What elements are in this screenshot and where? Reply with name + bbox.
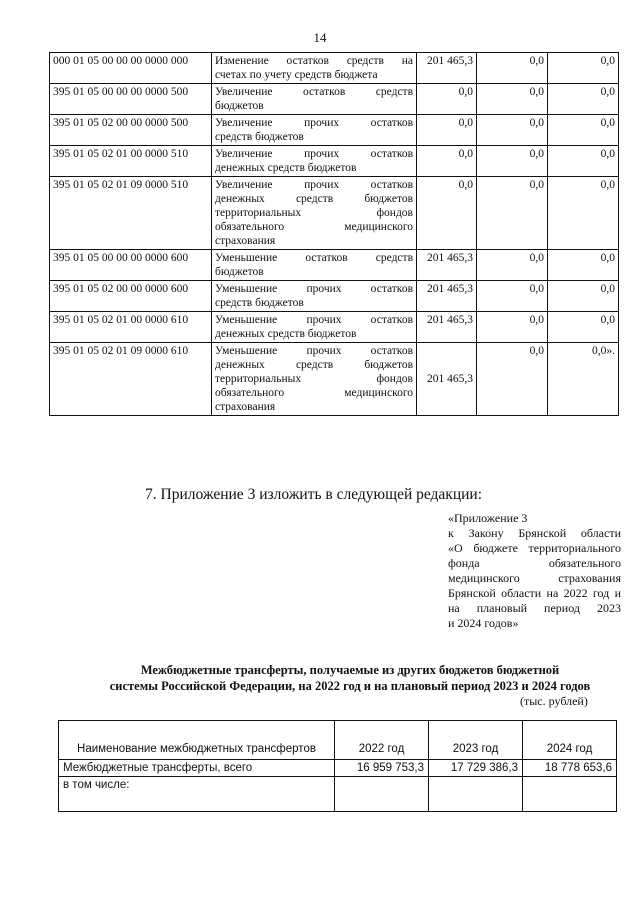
- table-row: [50, 146, 619, 177]
- value-2023: 17 729 386,3: [429, 760, 523, 777]
- appendix-block: [448, 511, 621, 631]
- table-row: [50, 250, 619, 281]
- appendix-line: «Приложение 3: [448, 511, 528, 525]
- header-2022: 2022 год: [335, 721, 429, 760]
- table-row: [50, 281, 619, 312]
- value-2022: 0,0: [417, 115, 477, 146]
- name-line: Уменьшение остатков средств: [215, 252, 413, 264]
- name-line: денежных средств бюджетов: [215, 328, 357, 340]
- name-line: Увеличение прочих остатков: [215, 179, 413, 191]
- name-line: территориальных фондов: [215, 373, 413, 385]
- row-name: [212, 312, 417, 343]
- row-name: [212, 53, 417, 84]
- name-line: обязательного медицинского: [215, 221, 413, 233]
- appendix-line: Брянской области на 2022 год и: [448, 586, 621, 600]
- row-name: [212, 115, 417, 146]
- name-line: Увеличение прочих остатков: [215, 148, 413, 160]
- row-name: [212, 146, 417, 177]
- header-2023: 2023 год: [429, 721, 523, 760]
- value-2024: 0,0: [548, 250, 619, 281]
- value-2022: 201 465,3: [417, 250, 477, 281]
- table-row: [50, 84, 619, 115]
- budget-code: 395 01 05 00 00 00 0000 500: [50, 84, 212, 115]
- appendix-line: медицинского страхования: [448, 571, 621, 585]
- transfers-title: [80, 662, 620, 694]
- value-2024: 0,0: [548, 281, 619, 312]
- name-line: Увеличение остатков средств: [215, 86, 413, 98]
- value-2023: 0,0: [477, 343, 548, 416]
- appendix-line: на плановый период 2023: [448, 601, 621, 615]
- name-line: денежных средств бюджетов: [215, 162, 357, 174]
- header-2024: 2024 год: [523, 721, 617, 760]
- value-2023: 0,0: [477, 115, 548, 146]
- name-line: Увеличение прочих остатков: [215, 117, 413, 129]
- value-2024: 18 778 653,6: [523, 760, 617, 777]
- value-2023: 0,0: [477, 84, 548, 115]
- row-name: [212, 84, 417, 115]
- name-line: бюджетов: [215, 266, 264, 278]
- table-header-row: [59, 721, 617, 760]
- table-row: [50, 53, 619, 84]
- value-2024: 0,0: [548, 312, 619, 343]
- row-name: [212, 177, 417, 250]
- page-number: 14: [313, 30, 327, 45]
- header-name: Наименование межбюджетных трансфертов: [59, 721, 335, 760]
- table-row: [50, 312, 619, 343]
- value-2024: 0,0».: [548, 343, 619, 416]
- budget-code: 395 01 05 00 00 00 0000 600: [50, 250, 212, 281]
- row-name: [212, 343, 417, 416]
- appendix-line: к Закону Брянской области: [448, 526, 621, 540]
- row-name: [212, 281, 417, 312]
- value-2023: 0,0: [477, 177, 548, 250]
- name-line: страхования: [215, 401, 276, 413]
- appendix-line: и 2024 годов»: [448, 616, 519, 630]
- value-2022: 201 465,3: [417, 312, 477, 343]
- value-2023: 0,0: [477, 250, 548, 281]
- value-2022: 0,0: [417, 177, 477, 250]
- title-line-2: системы Российской Федерации, на 2022 год и на плановый период 2023 и 2024 годов: [109, 679, 591, 693]
- row-label: Межбюджетные трансферты, всего: [59, 760, 335, 777]
- budget-code: 395 01 05 02 01 09 0000 610: [50, 343, 212, 416]
- value-2022: 201 465,3: [417, 53, 477, 84]
- name-line: Уменьшение прочих остатков: [215, 345, 413, 357]
- value-2024: [523, 777, 617, 812]
- name-line: средств бюджетов: [215, 297, 304, 309]
- value-2022: 16 959 753,3: [335, 760, 429, 777]
- row-name: [212, 250, 417, 281]
- appendix-line: «О бюджете территориального: [448, 541, 621, 555]
- value-2023: 0,0: [477, 312, 548, 343]
- name-line: Изменение остатков средств на: [215, 55, 413, 67]
- value-2023: 0,0: [477, 146, 548, 177]
- budget-code: 395 01 05 02 00 00 0000 500: [50, 115, 212, 146]
- value-2024: 0,0: [548, 177, 619, 250]
- table-row: [59, 777, 617, 812]
- table-row: [59, 760, 617, 777]
- budget-code: 395 01 05 02 01 00 0000 610: [50, 312, 212, 343]
- value-2022: 201 465,3: [417, 343, 477, 416]
- sources-table: [49, 52, 619, 416]
- table-row: [50, 115, 619, 146]
- value-2024: 0,0: [548, 53, 619, 84]
- name-line: счетах по учету средств бюджета: [215, 69, 378, 81]
- name-line: страхования: [215, 235, 276, 247]
- value-2022: [335, 777, 429, 812]
- value-2022: 0,0: [417, 146, 477, 177]
- section-heading: 7. Приложение 3 изложить в следующей редакции:: [145, 486, 483, 503]
- value-2022: 201 465,3: [417, 281, 477, 312]
- name-line: денежных средств бюджетов: [215, 359, 413, 371]
- title-line-1: Межбюджетные трансферты, получаемые из других бюджетов бюджетной: [140, 663, 560, 677]
- value-2024: 0,0: [548, 146, 619, 177]
- value-2023: 0,0: [477, 281, 548, 312]
- row-label: в том числе:: [59, 777, 335, 812]
- value-2022: 0,0: [417, 84, 477, 115]
- name-line: бюджетов: [215, 100, 264, 112]
- table-row: [50, 343, 619, 416]
- transfers-table: [58, 720, 617, 812]
- budget-code: 395 01 05 02 01 09 0000 510: [50, 177, 212, 250]
- name-line: обязательного медицинского: [215, 387, 413, 399]
- table-row: [50, 177, 619, 250]
- name-line: Уменьшение прочих остатков: [215, 283, 413, 295]
- name-line: территориальных фондов: [215, 207, 413, 219]
- name-line: Уменьшение прочих остатков: [215, 314, 413, 326]
- value-2024: 0,0: [548, 84, 619, 115]
- value-2023: 0,0: [477, 53, 548, 84]
- value-2023: [429, 777, 523, 812]
- budget-code: 395 01 05 02 00 00 0000 600: [50, 281, 212, 312]
- units-label: (тыс. рублей): [520, 694, 588, 708]
- name-line: средств бюджетов: [215, 131, 304, 143]
- budget-code: 395 01 05 02 01 00 0000 510: [50, 146, 212, 177]
- budget-code: 000 01 05 00 00 00 0000 000: [50, 53, 212, 84]
- name-line: денежных средств бюджетов: [215, 193, 413, 205]
- value-2024: 0,0: [548, 115, 619, 146]
- appendix-line: фонда обязательного: [448, 556, 621, 570]
